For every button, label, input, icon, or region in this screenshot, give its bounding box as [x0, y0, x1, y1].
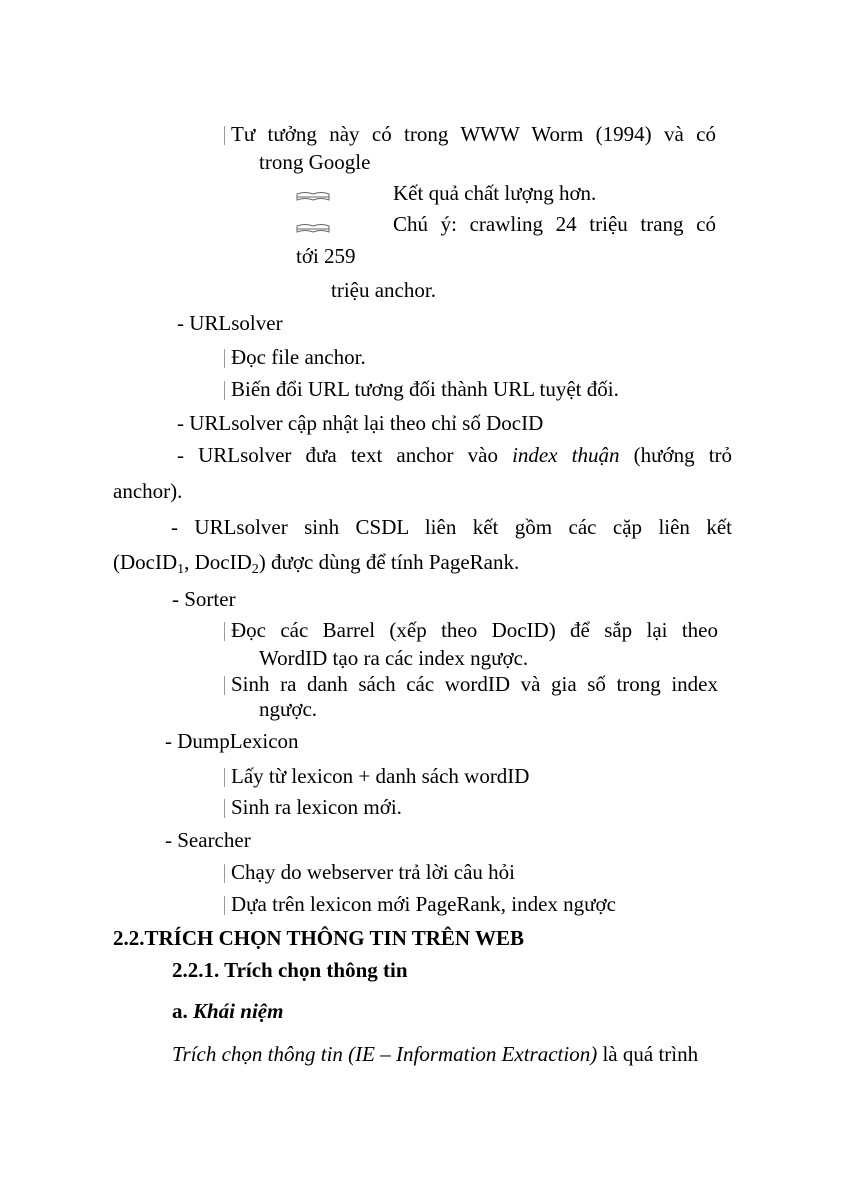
text-line: - Sorter — [172, 587, 236, 611]
text-line — [172, 1041, 698, 1067]
bullet-bar-icon — [224, 768, 225, 787]
text-segment: là quá trình — [602, 1042, 699, 1066]
text-line: Chú ý: crawling 24 triệu trang có — [393, 212, 716, 236]
text-line: WordID tạo ra các index ngược. — [259, 646, 529, 670]
text-segment: - URLsolver đưa text anchor vào — [177, 443, 498, 467]
text-line: Chạy do webserver trả lời câu hỏi — [231, 860, 516, 884]
italic-term: Trích chọn thông tin (IE – Information Extraction) — [172, 1042, 598, 1066]
text-line: Biến đổi URL tương đối thành URL tuyệt đối. — [231, 377, 619, 401]
text-line: - URLsolver — [177, 311, 283, 335]
bullet-bar-icon — [224, 799, 225, 818]
text-line: trong Google — [259, 150, 371, 174]
text-segment: (hướng trỏ — [633, 443, 733, 467]
section-heading: 2.2.TRÍCH CHỌN THÔNG TIN TRÊN WEB — [113, 926, 524, 950]
bullet-bar-icon — [224, 126, 225, 145]
text-line: Sinh ra lexicon mới. — [231, 795, 402, 819]
text-line: Sinh ra danh sách các wordID và gia số trong index — [231, 672, 718, 696]
italic-term: index thuận — [512, 443, 620, 467]
bullet-bar-icon — [224, 864, 225, 883]
subscript: 2 — [251, 562, 259, 577]
text-line — [113, 549, 519, 575]
text-line: Dựa trên lexicon mới PageRank, index ngược — [231, 892, 616, 916]
text-line: ngược. — [259, 697, 318, 721]
text-line: triệu anchor. — [331, 278, 436, 302]
subsubsection-heading — [172, 998, 283, 1024]
text-line — [177, 442, 732, 468]
text-line: - URLsolver cập nhật lại theo chỉ số DocID — [177, 411, 544, 435]
bullet-bar-icon — [224, 381, 225, 400]
open-book-icon — [296, 222, 330, 234]
subsection-heading: 2.2.1. Trích chọn thông tin — [172, 958, 408, 982]
subscript: 1 — [177, 562, 185, 577]
bullet-bar-icon — [224, 622, 225, 641]
text-line: - DumpLexicon — [165, 729, 299, 753]
heading-letter: a. — [172, 999, 188, 1023]
bullet-bar-icon — [224, 896, 225, 915]
text-segment: , DocID — [184, 550, 252, 574]
text-line: Đọc file anchor. — [231, 345, 366, 369]
text-line: Đọc các Barrel (xếp theo DocID) để sắp lại theo — [231, 618, 718, 642]
open-book-icon — [296, 190, 330, 202]
text-line: Tư tưởng này có trong WWW Worm (1994) và có — [231, 122, 716, 146]
text-segment: ) được dùng để tính PageRank. — [258, 550, 520, 574]
text-line: - URLsolver sinh CSDL liên kết gồm các cặp liên kết — [171, 515, 732, 539]
text-line: - Searcher — [165, 828, 251, 852]
bullet-bar-icon — [224, 349, 225, 368]
text-line: Lấy từ lexicon + danh sách wordID — [231, 764, 530, 788]
bullet-bar-icon — [224, 676, 225, 695]
heading-title: Khái niệm — [193, 999, 284, 1023]
text-line: tới 259 — [296, 244, 356, 268]
text-line: Kết quả chất lượng hơn. — [393, 181, 597, 205]
text-segment: (DocID — [113, 550, 178, 574]
text-line: anchor). — [113, 479, 183, 503]
